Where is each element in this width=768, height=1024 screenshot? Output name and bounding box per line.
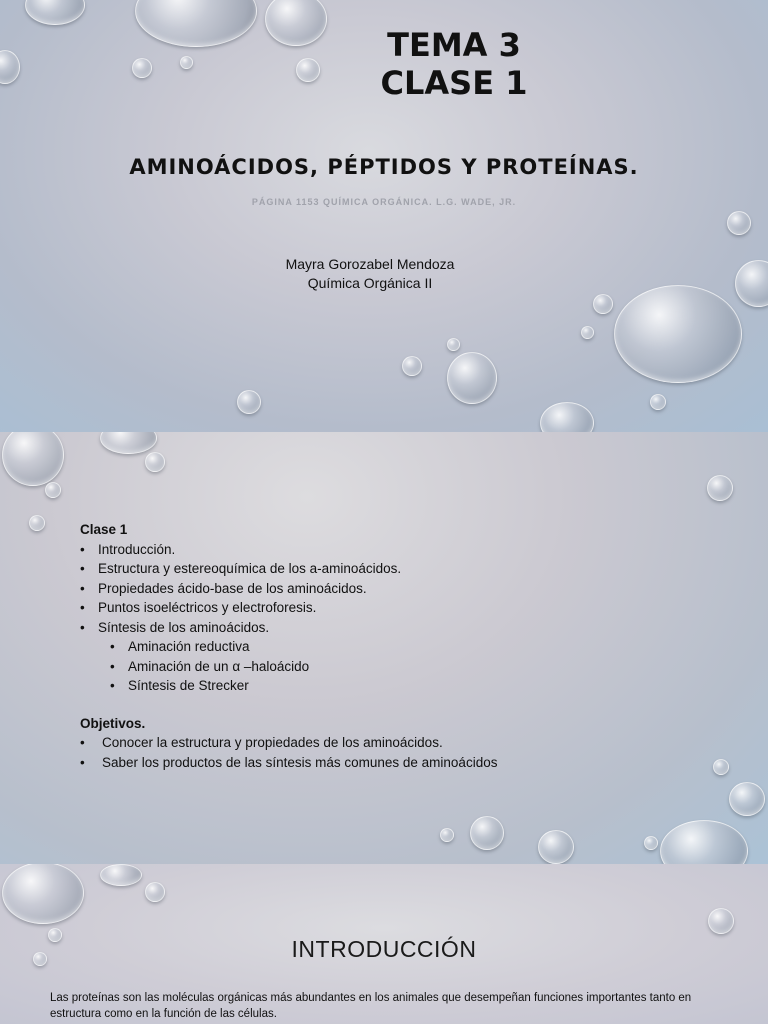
title-line-2: CLASE 1 xyxy=(380,64,528,102)
outline-subitem: • Síntesis de Strecker xyxy=(80,676,497,696)
water-drop-decoration xyxy=(145,452,165,472)
water-drop-decoration xyxy=(100,864,142,886)
outline-item: • Introducción. xyxy=(80,540,497,560)
slide-outline xyxy=(0,432,768,864)
water-drop-decoration xyxy=(237,390,261,414)
water-drop-decoration xyxy=(447,338,460,351)
water-drop-decoration xyxy=(402,356,422,376)
outline-subitem: • Aminación reductiva xyxy=(80,637,497,657)
outline-item: • Puntos isoeléctricos y electroforesis. xyxy=(80,598,497,618)
objectives-list xyxy=(80,733,497,772)
slide-title xyxy=(0,0,768,432)
water-drop-decoration xyxy=(470,816,504,850)
water-drop-decoration xyxy=(593,294,613,314)
water-drop-decoration xyxy=(644,836,658,850)
outline-heading: Clase 1 xyxy=(80,522,128,537)
water-drop-decoration xyxy=(581,326,594,339)
water-drop-decoration xyxy=(25,0,85,25)
title-line-1: TEMA 3 xyxy=(387,26,521,64)
outline-item: • Propiedades ácido-base de los aminoácidos. xyxy=(80,579,497,599)
objectives-heading: Objetivos. xyxy=(80,715,146,731)
water-drop-decoration xyxy=(650,394,666,410)
objective-item: • Saber los productos de las síntesis más comunes de aminoácidos xyxy=(80,753,497,773)
water-drop-decoration xyxy=(45,482,61,498)
water-drop-decoration xyxy=(29,515,45,531)
book-reference: PÁGINA 1153 QUÍMICA ORGÁNICA. L.G. WADE, JR. xyxy=(251,197,517,207)
introduction-title: INTRODUCCIÓN xyxy=(291,936,477,962)
water-drop-decoration xyxy=(727,211,751,235)
outline-content xyxy=(80,520,497,772)
objective-item: • Conocer la estructura y propiedades de los aminoácidos. xyxy=(80,733,497,753)
water-drop-decoration xyxy=(538,830,574,864)
slide-title-heading xyxy=(0,26,768,102)
water-drop-decoration xyxy=(440,828,454,842)
water-drop-decoration xyxy=(614,285,742,383)
water-drop-decoration xyxy=(540,402,594,432)
outline-subitem: • Aminación de un α –haloácido xyxy=(80,657,497,677)
water-drop-decoration xyxy=(2,432,64,486)
water-drop-decoration xyxy=(145,882,165,902)
water-drop-decoration xyxy=(708,908,734,934)
introduction-text: Las proteínas son las moléculas orgánicas más abundantes en los animales que desempeñan funciones importantes tanto en estructura como en la función de las células. xyxy=(50,992,692,1020)
outline-list xyxy=(80,540,497,696)
water-drop-decoration xyxy=(447,352,497,404)
slide-introduction xyxy=(0,864,768,1024)
water-drop-decoration xyxy=(713,759,729,775)
outline-item: • Estructura y estereoquímica de los a-aminoácidos. xyxy=(80,559,497,579)
course-name: Química Orgánica II xyxy=(307,275,433,291)
water-drop-decoration xyxy=(707,475,733,501)
water-drop-decoration xyxy=(729,782,765,816)
water-drop-decoration xyxy=(660,820,748,864)
water-drop-decoration xyxy=(2,864,84,924)
slide-subtitle: AMINOÁCIDOS, PÉPTIDOS Y PROTEÍNAS. xyxy=(129,155,639,179)
author-block xyxy=(0,255,740,293)
outline-item: • Síntesis de los aminoácidos. xyxy=(80,618,497,638)
water-drop-decoration xyxy=(100,432,157,454)
author-name: Mayra Gorozabel Mendoza xyxy=(285,256,455,272)
